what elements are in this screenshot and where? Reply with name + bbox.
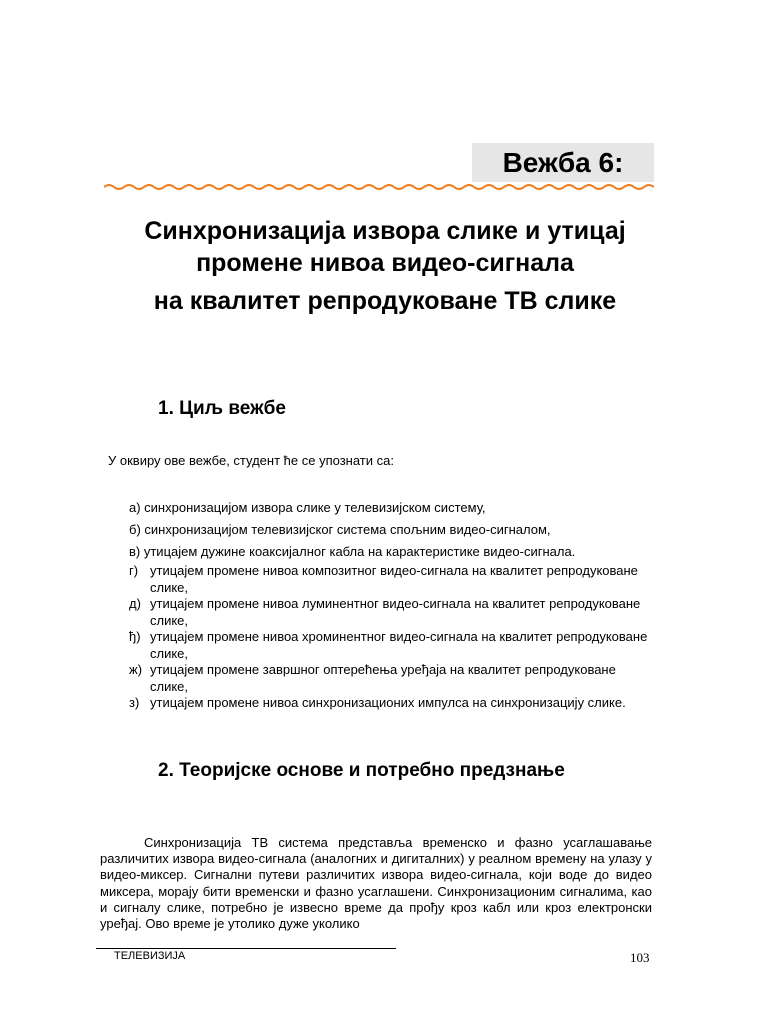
footer-divider <box>96 948 396 949</box>
list-marker: з) <box>129 695 140 710</box>
section-heading-goal: 1. Циљ вежбе <box>158 398 286 419</box>
goal-list <box>129 497 649 712</box>
list-item-text: утицајем промене нивоа композитног видео-сигнала на квалитет репродуковане слике, <box>150 563 638 595</box>
page-number: 103 <box>630 950 650 965</box>
list-marker: г) <box>129 563 139 578</box>
list-marker: ђ) <box>129 629 141 644</box>
title-line-1: Синхронизација извора слике и утицај <box>144 217 626 245</box>
body-paragraph: Синхронизација ТВ система представља временско и фазно усаглашавање различитих извора видео-сигнала (аналогних и дигиталних) у реалном времену на улазу у видео-миксер. Сигнални путеви различитих извора видео-сигнала, који воде до видео миксера, морају бити временски и фазно усаглашени. Синхронизационим сигналима, као и сигналу слике, потребно је извесно време да прођу кроз кабл или кроз електронски уређај. Ово време је утолико дуже уколико <box>100 835 652 932</box>
intro-text: У оквиру ове вежбе, студент ће се упознати са: <box>108 453 394 468</box>
list-item-text: утицајем промене нивоа хроминентног видео-сигнала на квалитет репродуковане слике, <box>150 629 648 661</box>
list-item: в) утицајем дужине коаксијалног кабла на карактеристике видео-сигнала. <box>129 544 576 559</box>
exercise-title <box>90 215 680 317</box>
list-item <box>129 662 649 695</box>
list-item-text: утицајем промене завршног оптерећења уређаја на квалитет репродуковане слике, <box>150 662 616 694</box>
section-heading-theory: 2. Теоријске основе и потребно предзнање <box>158 760 565 781</box>
exercise-label: Вежба 6: <box>472 143 654 182</box>
list-item <box>129 695 649 712</box>
list-marker: ж) <box>129 662 143 677</box>
title-line-3: на квалитет репродуковане ТВ слике <box>153 287 617 315</box>
list-item <box>129 596 649 629</box>
list-item <box>129 629 649 662</box>
list-item-text: утицајем промене нивоа синхронизационих импулса на синхронизацију слике. <box>150 695 626 710</box>
wavy-divider <box>104 182 654 192</box>
list-item: б) синхронизацијом телевизијског система спољним видео-сигналом, <box>129 522 551 537</box>
list-marker: д) <box>129 596 141 611</box>
list-item-text: утицајем промене нивоа луминентног видео-сигнала на квалитет репродуковане слике, <box>150 596 641 628</box>
title-line-2: промене нивоа видео-сигнала <box>196 249 574 277</box>
list-item: а) синхронизацијом извора слике у телевизијском систему, <box>129 500 486 515</box>
list-item <box>129 563 649 596</box>
footer-title: ТЕЛЕВИЗИЈА <box>114 950 186 962</box>
